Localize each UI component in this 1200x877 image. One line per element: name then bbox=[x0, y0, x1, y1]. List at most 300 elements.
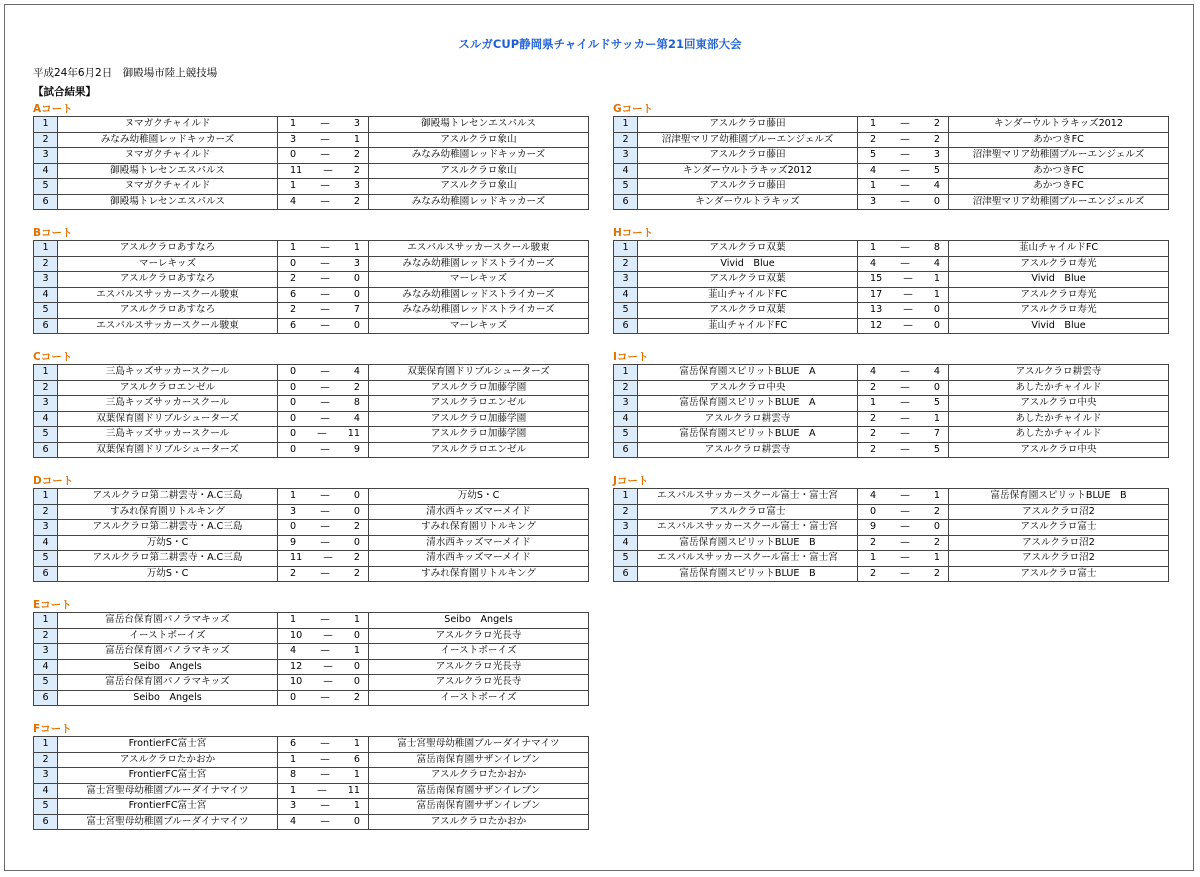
table-row bbox=[614, 132, 1169, 148]
away-team: キンダーウルトラキッズ2012 bbox=[949, 117, 1169, 133]
away-team: 清水西キッズマーメイド bbox=[369, 504, 589, 520]
score-dash: — bbox=[900, 257, 910, 269]
home-team: Seibo Angels bbox=[58, 659, 278, 675]
away-score: 1 bbox=[933, 273, 940, 285]
court-section bbox=[33, 598, 588, 706]
away-score: 0 bbox=[353, 815, 360, 827]
score-dash: — bbox=[320, 319, 330, 331]
game-number: 3 bbox=[614, 272, 638, 288]
court-label: Jコート bbox=[613, 475, 649, 487]
away-score: 1 bbox=[933, 288, 940, 300]
court-section bbox=[613, 474, 1168, 582]
table-row bbox=[34, 442, 589, 458]
score-dash: — bbox=[323, 164, 333, 176]
score bbox=[858, 287, 949, 303]
score-dash: — bbox=[320, 149, 330, 161]
away-team: アスルクラロたかおか bbox=[369, 814, 589, 830]
away-score: 5 bbox=[933, 397, 940, 409]
away-team: アスルクラロたかおか bbox=[369, 768, 589, 784]
game-number: 1 bbox=[34, 365, 58, 381]
away-score: 0 bbox=[353, 490, 360, 502]
away-team: アスルクラロ加藤学園 bbox=[369, 411, 589, 427]
score-dash: — bbox=[900, 397, 910, 409]
home-team: アスルクラロ藤田 bbox=[638, 117, 858, 133]
score bbox=[278, 551, 369, 567]
game-number: 4 bbox=[34, 783, 58, 799]
home-score: 2 bbox=[290, 567, 297, 579]
away-team: あしたかチャイルド bbox=[949, 427, 1169, 443]
away-score: 0 bbox=[933, 319, 940, 331]
away-team: 韮山チャイルドFC bbox=[949, 241, 1169, 257]
score-dash: — bbox=[317, 784, 327, 796]
away-team: Vivid Blue bbox=[949, 272, 1169, 288]
score-dash: — bbox=[320, 614, 330, 626]
game-number: 2 bbox=[614, 132, 638, 148]
score-dash: — bbox=[320, 691, 330, 703]
home-score: 13 bbox=[870, 304, 883, 316]
court-label: Cコート bbox=[33, 351, 73, 363]
score bbox=[858, 148, 949, 164]
away-team: アスルクラロ象山 bbox=[369, 132, 589, 148]
table-row bbox=[614, 117, 1169, 133]
score bbox=[278, 504, 369, 520]
away-score: 4 bbox=[933, 257, 940, 269]
score bbox=[278, 752, 369, 768]
results-table bbox=[613, 488, 1169, 582]
court-label: Iコート bbox=[613, 351, 649, 363]
score-dash: — bbox=[320, 815, 330, 827]
home-team: 万幼S・C bbox=[58, 566, 278, 582]
away-team: イーストボーイズ bbox=[369, 690, 589, 706]
home-score: 3 bbox=[870, 195, 877, 207]
game-number: 4 bbox=[614, 287, 638, 303]
home-score: 1 bbox=[870, 397, 877, 409]
table-row bbox=[34, 318, 589, 334]
court-label: Eコート bbox=[33, 599, 72, 611]
score-dash: — bbox=[900, 567, 910, 579]
table-row bbox=[34, 179, 589, 195]
score bbox=[858, 520, 949, 536]
away-score: 2 bbox=[353, 691, 360, 703]
game-number: 3 bbox=[34, 272, 58, 288]
game-number: 6 bbox=[614, 318, 638, 334]
score bbox=[278, 799, 369, 815]
table-row bbox=[34, 427, 589, 443]
score bbox=[278, 427, 369, 443]
score-dash: — bbox=[320, 133, 330, 145]
score bbox=[858, 489, 949, 505]
game-number: 3 bbox=[34, 148, 58, 164]
table-row bbox=[34, 675, 589, 691]
away-team: イーストボーイズ bbox=[369, 644, 589, 660]
table-row bbox=[614, 380, 1169, 396]
home-score: 2 bbox=[870, 567, 877, 579]
away-team: アスルクラロ沼2 bbox=[949, 504, 1169, 520]
home-team: アスルクラロあすなろ bbox=[58, 303, 278, 319]
table-row bbox=[34, 411, 589, 427]
score-dash: — bbox=[900, 552, 910, 564]
game-number: 6 bbox=[34, 566, 58, 582]
score-dash: — bbox=[900, 490, 910, 502]
court-label: Fコート bbox=[33, 723, 72, 735]
home-team: 富岳保育園スピリットBLUE B bbox=[638, 535, 858, 551]
home-score: 2 bbox=[290, 273, 297, 285]
home-team: 富岳保育園スピリットBLUE A bbox=[638, 396, 858, 412]
game-number: 3 bbox=[34, 768, 58, 784]
away-score: 0 bbox=[933, 195, 940, 207]
score bbox=[278, 768, 369, 784]
score bbox=[278, 675, 369, 691]
away-score: 3 bbox=[353, 118, 360, 130]
score bbox=[858, 365, 949, 381]
away-team: みなみ幼稚園レッドストライカーズ bbox=[369, 303, 589, 319]
away-team: あかつきFC bbox=[949, 132, 1169, 148]
away-score: 1 bbox=[353, 614, 360, 626]
away-score: 4 bbox=[353, 412, 360, 424]
away-score: 2 bbox=[353, 381, 360, 393]
game-number: 6 bbox=[34, 690, 58, 706]
table-row bbox=[614, 566, 1169, 582]
game-number: 1 bbox=[34, 737, 58, 753]
away-team: アスルクラロ加藤学園 bbox=[369, 427, 589, 443]
game-number: 2 bbox=[34, 256, 58, 272]
table-row bbox=[34, 303, 589, 319]
away-team: 沼津聖マリア幼稚園ブルーエンジェルズ bbox=[949, 148, 1169, 164]
home-score: 3 bbox=[290, 133, 297, 145]
table-row bbox=[34, 659, 589, 675]
home-score: 0 bbox=[870, 505, 877, 517]
away-team: あかつきFC bbox=[949, 179, 1169, 195]
game-number: 3 bbox=[34, 644, 58, 660]
away-score: 1 bbox=[933, 412, 940, 424]
home-score: 4 bbox=[290, 815, 297, 827]
table-row bbox=[614, 396, 1169, 412]
game-number: 5 bbox=[34, 551, 58, 567]
score-dash: — bbox=[320, 288, 330, 300]
away-score: 2 bbox=[353, 195, 360, 207]
table-row bbox=[34, 690, 589, 706]
home-team: エスパルスサッカースクール駿東 bbox=[58, 287, 278, 303]
home-team: 富岳台保育園パノラマキッズ bbox=[58, 644, 278, 660]
score-dash: — bbox=[320, 304, 330, 316]
table-row bbox=[34, 613, 589, 629]
table-row bbox=[614, 504, 1169, 520]
score bbox=[858, 504, 949, 520]
game-number: 1 bbox=[34, 241, 58, 257]
score-dash: — bbox=[320, 753, 330, 765]
game-number: 5 bbox=[34, 799, 58, 815]
score-dash: — bbox=[320, 180, 330, 192]
score-dash: — bbox=[320, 412, 330, 424]
home-score: 4 bbox=[290, 195, 297, 207]
court-section bbox=[33, 474, 588, 582]
home-score: 0 bbox=[290, 691, 297, 703]
score-dash: — bbox=[320, 536, 330, 548]
score bbox=[858, 411, 949, 427]
home-team: アスルクラロ双葉 bbox=[638, 241, 858, 257]
home-team: 三島キッズサッカースクール bbox=[58, 427, 278, 443]
score-dash: — bbox=[900, 428, 910, 440]
home-team: ヌマガクチャイルド bbox=[58, 117, 278, 133]
away-score: 0 bbox=[353, 629, 360, 641]
game-number: 6 bbox=[34, 442, 58, 458]
table-row bbox=[614, 411, 1169, 427]
game-number: 4 bbox=[34, 163, 58, 179]
game-number: 1 bbox=[34, 613, 58, 629]
table-row bbox=[34, 644, 589, 660]
table-row bbox=[34, 551, 589, 567]
home-score: 2 bbox=[870, 428, 877, 440]
away-team: 清水西キッズマーメイド bbox=[369, 551, 589, 567]
results-table bbox=[33, 116, 589, 210]
home-score: 8 bbox=[290, 769, 297, 781]
table-row bbox=[614, 318, 1169, 334]
score bbox=[278, 520, 369, 536]
home-team: ヌマガクチャイルド bbox=[58, 179, 278, 195]
game-number: 1 bbox=[614, 117, 638, 133]
away-team: 御殿場トレセンエスパルス bbox=[369, 117, 589, 133]
away-score: 0 bbox=[353, 505, 360, 517]
away-score: 1 bbox=[353, 769, 360, 781]
score bbox=[858, 272, 949, 288]
away-score: 4 bbox=[353, 366, 360, 378]
score-dash: — bbox=[900, 505, 910, 517]
away-team: あかつきFC bbox=[949, 163, 1169, 179]
away-score: 4 bbox=[933, 180, 940, 192]
away-score: 0 bbox=[933, 521, 940, 533]
away-score: 3 bbox=[353, 180, 360, 192]
away-team: アスルクラロ沼2 bbox=[949, 551, 1169, 567]
away-team: アスルクラロ加藤学園 bbox=[369, 380, 589, 396]
home-score: 5 bbox=[870, 149, 877, 161]
away-score: 0 bbox=[353, 288, 360, 300]
home-score: 0 bbox=[290, 397, 297, 409]
score-dash: — bbox=[317, 428, 327, 440]
away-team: 富岳保育園スピリットBLUE B bbox=[949, 489, 1169, 505]
results-table bbox=[33, 488, 589, 582]
score bbox=[858, 117, 949, 133]
score bbox=[858, 163, 949, 179]
table-row bbox=[34, 272, 589, 288]
home-score: 1 bbox=[290, 180, 297, 192]
home-team: 双葉保育園ドリブルシューターズ bbox=[58, 411, 278, 427]
score bbox=[858, 535, 949, 551]
score-dash: — bbox=[320, 381, 330, 393]
game-number: 1 bbox=[614, 489, 638, 505]
date-venue: 平成24年6月2日 御殿場市陸上競技場 bbox=[33, 67, 218, 79]
score bbox=[858, 551, 949, 567]
game-number: 4 bbox=[614, 163, 638, 179]
results-heading: 【試合結果】 bbox=[33, 86, 96, 98]
away-score: 1 bbox=[353, 242, 360, 254]
game-number: 1 bbox=[614, 365, 638, 381]
away-score: 2 bbox=[933, 505, 940, 517]
home-team: アスルクラロ第二耕雲寺・A.C三島 bbox=[58, 551, 278, 567]
away-score: 7 bbox=[353, 304, 360, 316]
score-dash: — bbox=[900, 133, 910, 145]
home-score: 0 bbox=[290, 412, 297, 424]
score-dash: — bbox=[320, 645, 330, 657]
home-team: 富岳保育園スピリットBLUE B bbox=[638, 566, 858, 582]
score bbox=[278, 628, 369, 644]
game-number: 2 bbox=[614, 256, 638, 272]
home-score: 6 bbox=[290, 319, 297, 331]
away-score: 9 bbox=[353, 443, 360, 455]
table-row bbox=[614, 489, 1169, 505]
game-number: 4 bbox=[34, 535, 58, 551]
score bbox=[278, 303, 369, 319]
score-dash: — bbox=[903, 273, 913, 285]
score bbox=[278, 148, 369, 164]
game-number: 2 bbox=[34, 628, 58, 644]
table-row bbox=[34, 504, 589, 520]
home-score: 6 bbox=[290, 288, 297, 300]
home-team: アスルクラロ第二耕雲寺・A.C三島 bbox=[58, 520, 278, 536]
home-team: アスルクラロ耕雲寺 bbox=[638, 442, 858, 458]
game-number: 4 bbox=[34, 287, 58, 303]
home-score: 3 bbox=[290, 505, 297, 517]
score-dash: — bbox=[900, 536, 910, 548]
table-row bbox=[34, 194, 589, 210]
score-dash: — bbox=[903, 288, 913, 300]
score bbox=[278, 194, 369, 210]
away-team: アスルクラロ中央 bbox=[949, 396, 1169, 412]
away-team: アスルクラロエンゼル bbox=[369, 396, 589, 412]
away-team: みなみ幼稚園レッドキッカーズ bbox=[369, 148, 589, 164]
home-score: 0 bbox=[290, 257, 297, 269]
table-row bbox=[614, 303, 1169, 319]
score-dash: — bbox=[320, 505, 330, 517]
score-dash: — bbox=[320, 257, 330, 269]
away-score: 4 bbox=[933, 366, 940, 378]
home-score: 0 bbox=[290, 443, 297, 455]
home-score: 4 bbox=[290, 645, 297, 657]
away-team: 清水西キッズマーメイド bbox=[369, 535, 589, 551]
home-team: アスルクラロエンゼル bbox=[58, 380, 278, 396]
away-score: 2 bbox=[353, 164, 360, 176]
home-score: 3 bbox=[290, 800, 297, 812]
home-score: 2 bbox=[870, 381, 877, 393]
away-score: 2 bbox=[933, 536, 940, 548]
away-team: アスルクラロ象山 bbox=[369, 179, 589, 195]
home-score: 9 bbox=[870, 521, 877, 533]
home-team: Vivid Blue bbox=[638, 256, 858, 272]
game-number: 6 bbox=[614, 442, 638, 458]
score bbox=[278, 814, 369, 830]
away-team: アスルクラロ象山 bbox=[369, 163, 589, 179]
away-team: アスルクラロ耕雲寺 bbox=[949, 365, 1169, 381]
score-dash: — bbox=[320, 490, 330, 502]
game-number: 3 bbox=[614, 148, 638, 164]
away-score: 3 bbox=[933, 149, 940, 161]
table-row bbox=[34, 287, 589, 303]
score bbox=[858, 396, 949, 412]
table-row bbox=[614, 287, 1169, 303]
away-score: 1 bbox=[353, 645, 360, 657]
score bbox=[278, 411, 369, 427]
table-row bbox=[614, 148, 1169, 164]
home-team: アスルクラロ第二耕雲寺・A.C三島 bbox=[58, 489, 278, 505]
away-score: 2 bbox=[353, 552, 360, 564]
score bbox=[858, 194, 949, 210]
score-dash: — bbox=[320, 800, 330, 812]
game-number: 6 bbox=[34, 318, 58, 334]
home-team: アスルクラロ双葉 bbox=[638, 272, 858, 288]
away-score: 1 bbox=[933, 490, 940, 502]
away-score: 5 bbox=[933, 164, 940, 176]
home-team: 富岳台保育園パノラマキッズ bbox=[58, 675, 278, 691]
home-score: 2 bbox=[290, 304, 297, 316]
away-team: Vivid Blue bbox=[949, 318, 1169, 334]
home-team: FrontierFC富士宮 bbox=[58, 737, 278, 753]
score bbox=[858, 380, 949, 396]
game-number: 4 bbox=[614, 411, 638, 427]
game-number: 3 bbox=[34, 396, 58, 412]
game-number: 6 bbox=[614, 566, 638, 582]
away-score: 8 bbox=[933, 242, 940, 254]
home-score: 4 bbox=[870, 257, 877, 269]
results-table bbox=[613, 116, 1169, 210]
away-team: アスルクラロ富士 bbox=[949, 520, 1169, 536]
home-team: FrontierFC富士宮 bbox=[58, 799, 278, 815]
table-row bbox=[34, 737, 589, 753]
home-score: 4 bbox=[870, 366, 877, 378]
score bbox=[278, 287, 369, 303]
away-score: 2 bbox=[933, 133, 940, 145]
court-label: Dコート bbox=[33, 475, 74, 487]
away-score: 0 bbox=[353, 273, 360, 285]
away-score: 7 bbox=[933, 428, 940, 440]
away-score: 0 bbox=[933, 381, 940, 393]
table-row bbox=[614, 551, 1169, 567]
table-row bbox=[34, 489, 589, 505]
home-team: 韮山チャイルドFC bbox=[638, 287, 858, 303]
game-number: 5 bbox=[34, 179, 58, 195]
away-team: 富岳南保育園サザンイレブン bbox=[369, 799, 589, 815]
table-row bbox=[614, 535, 1169, 551]
home-team: イーストボーイズ bbox=[58, 628, 278, 644]
away-team: マーレキッズ bbox=[369, 272, 589, 288]
home-team: FrontierFC富士宮 bbox=[58, 768, 278, 784]
game-number: 6 bbox=[34, 194, 58, 210]
score bbox=[278, 659, 369, 675]
home-score: 1 bbox=[870, 118, 877, 130]
away-score: 2 bbox=[353, 567, 360, 579]
away-score: 6 bbox=[353, 753, 360, 765]
score bbox=[278, 380, 369, 396]
game-number: 3 bbox=[614, 396, 638, 412]
score bbox=[278, 241, 369, 257]
home-score: 1 bbox=[870, 242, 877, 254]
score-dash: — bbox=[900, 412, 910, 424]
results-table bbox=[33, 364, 589, 458]
home-team: 富士宮聖母幼稚園ブルーダイナマイツ bbox=[58, 783, 278, 799]
away-team: アスルクラロエンゼル bbox=[369, 442, 589, 458]
home-team: 三島キッズサッカースクール bbox=[58, 365, 278, 381]
away-team: アスルクラロ光長寺 bbox=[369, 675, 589, 691]
away-team: アスルクラロ沼2 bbox=[949, 535, 1169, 551]
table-row bbox=[614, 241, 1169, 257]
results-table bbox=[33, 736, 589, 830]
home-score: 0 bbox=[290, 149, 297, 161]
home-team: キンダーウルトラキッズ bbox=[638, 194, 858, 210]
away-team: アスルクラロ寿光 bbox=[949, 303, 1169, 319]
table-row bbox=[614, 365, 1169, 381]
home-score: 15 bbox=[870, 273, 883, 285]
game-number: 4 bbox=[34, 411, 58, 427]
score bbox=[278, 442, 369, 458]
results-table bbox=[33, 612, 589, 706]
